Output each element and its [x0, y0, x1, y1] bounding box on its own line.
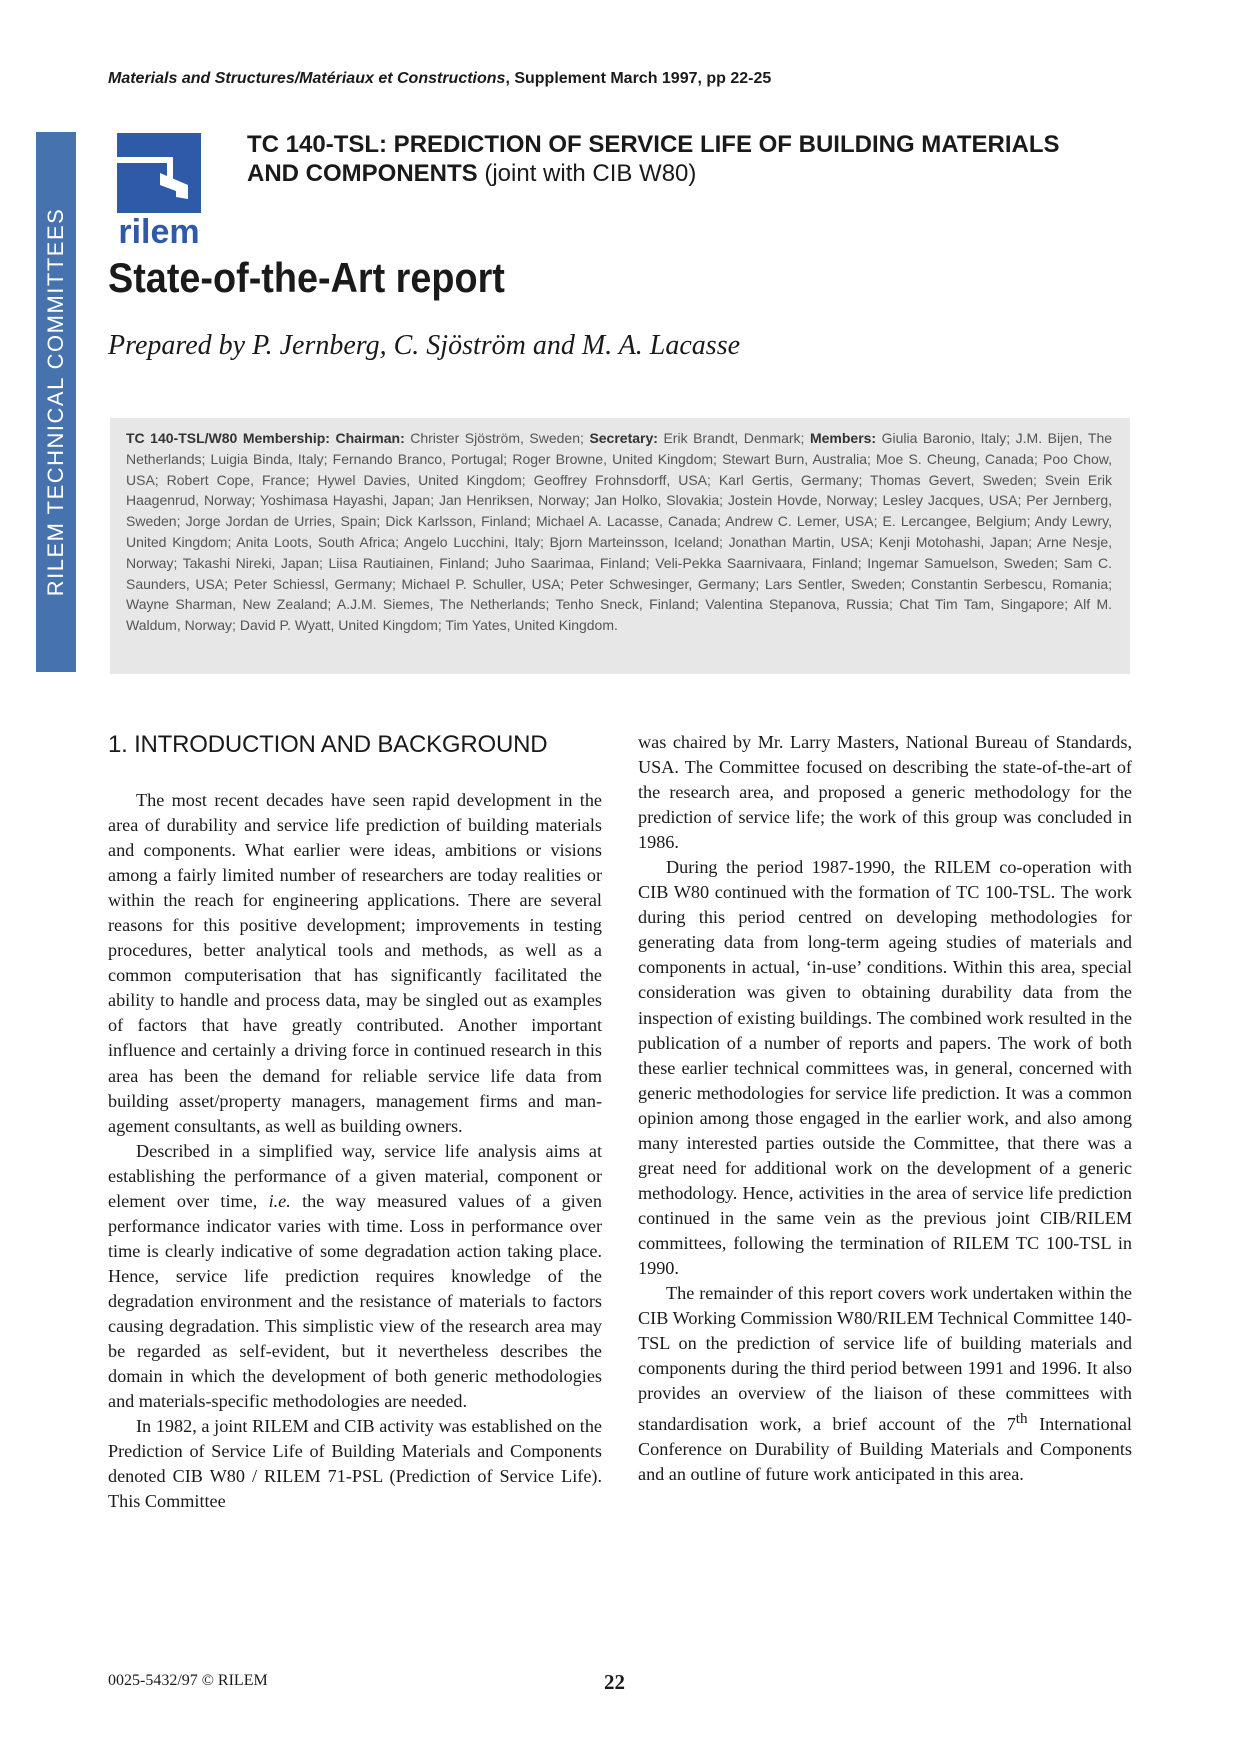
left-column	[108, 730, 602, 1514]
rilem-logo	[116, 133, 202, 245]
chairman-name: Christer Sjöström, Sweden;	[404, 430, 584, 446]
membership-box	[110, 418, 1130, 674]
paragraph: was chaired by Mr. Larry Masters, National Bureau of Standards, USA. The Committee focused on describing the state-of-the-art of the research area, and proposed a generic methodology for the prediction of service life; the work of this group was concluded in 1986.	[638, 732, 1132, 853]
journal-header	[108, 70, 1008, 88]
section-heading: 1. INTRODUCTION AND BACKGROUND	[108, 731, 548, 758]
side-banner-text: RILEM TECHNICAL COMMITTEES	[43, 207, 68, 597]
paragraph	[108, 1139, 602, 1415]
journal-title: Materials and Structures/Matériaux et Constructions	[108, 70, 506, 87]
text-run: Described in a simplified way, service life analysis aims at establishing the performance of a given material, component or element over time,	[108, 1140, 602, 1211]
logo-wordmark: rilem	[118, 213, 200, 245]
text-run: The remainder of this report covers work undertaken within the CIB Working Commission W80/RILEM Technical Committee 140-TSL on the prediction of service life of building materials and components during the third period between 1991 and 1996. It also provides an overview of the liaison of these committees with standardisation work, a brief account of the 7	[638, 1283, 1132, 1435]
logo-stripe	[117, 157, 173, 163]
right-column	[638, 730, 1132, 1487]
chairman-label: Chairman:	[335, 430, 405, 446]
paragraph: During the period 1987-1990, the RILEM co-operation with CIB W80 continued with the formation of TC 100-TSL. The work during this period centred on developing methodologies for generating data from long-term ageing studies of materials and components in actual, ‘in-use’ conditions. Within this area, special consideration was given to obtaining durability data from the inspection of existing buildings. The combined work resulted in the publication of a number of reports and papers. The work of both these earlier technical committees was, in general, concerned with generic methodologies for service life prediction. It was a common opinion among those engaged in the earlier work, and also among many interested parties outside the Committee, that there was a great need for additional work on the development of a generic methodology. Hence, activities in the area of service life prediction continued in the same vein as the previous joint CIB/RILEM committees, following the termination of RILEM TC 100-TSL in 1990.	[638, 857, 1132, 1278]
report-title: State-of-the-Art report	[108, 254, 505, 301]
text-run: the way measured values of a given performance indicator varies with time. Loss in performance over time is clearly indicative of some degradation action taking place. Hence, service life prediction requires knowledge of the degradation environment and the resistance of materials to factors causing degradation. This simplistic view of the research area may be regarded as self-evident, but it nevertheless describes the domain in which the development of both generic methodologies and materials-specific methodologies are needed.	[108, 1190, 602, 1412]
tc-title	[247, 130, 1107, 188]
tc-title-joint: (joint with CIB W80)	[477, 160, 697, 187]
side-banner	[36, 132, 76, 672]
footer-issn: 0025-5432/97 © RILEM	[108, 1672, 268, 1689]
members-label: Members:	[809, 430, 877, 446]
journal-issue: , Supplement March 1997, pp 22-25	[505, 70, 772, 87]
tc-title-main: TC 140-TSL: PREDICTION OF SERVICE LIFE OF BUILDING MATERIALS AND COMPONENTS	[247, 131, 1060, 187]
logo-block	[117, 133, 201, 213]
secretary-label: Secretary:	[589, 430, 658, 446]
text-run: International Conference on Durability of Building Materials and Components and an outline of future work anticipated in this area.	[638, 1414, 1132, 1485]
secretary-name: Erik Brandt, Denmark;	[657, 430, 805, 446]
superscript: th	[1015, 1410, 1028, 1428]
authors-line: Prepared by P. Jernberg, C. Sjöström and M. A. Lacasse	[108, 330, 741, 361]
members-list: Giulia Baronio, Italy; J.M. Bijen, The Netherlands; Luigia Binda, Italy; Fernando Branco, Portugal; Roger Browne, United Kingdom; Stewart Burn, Australia; Moe S. Cheung, Canada; Poo Chow, USA; Robert Cope, France; Hywel Davies, United Kingdom; Geoffrey Frohnsdorff, USA; Karl Gertis, Germany; Thomas Gevert, Sweden; Svein Erik Haagenrud, Norway; Yoshimasa Hayashi, Japan; Jan Henriksen, Norway; Jan Holko, Slovakia; Jostein Hovde, Norway; Lesley Jacques, USA; Per Jernberg, Sweden; Jorge Jordan de Urries, Spain; Dick Karlsson, Finland; Michael A. Lacasse, Canada; Andrew C. Lemer, USA; E. Lercangee, Belgium; Andy Lewry, United Kingdom; Anita Loots, South Africa; Angelo Lucchini, Italy; Bjorn Marteinsson, Iceland; Jonathan Martin, USA; Kenji Motohashi, Japan; Arne Nesje, Norway; Takashi Nireki, Japan; Liisa Rautiainen, Finland; Juho Saarimaa, Finland; Veli-Pekka Saarnivaara, Finland; Ingemar Samuelson, Sweden; Sam C. Saunders, USA; Peter Schiessl, Germany; Michael P. Schuller, USA; Peter Schwesinger, Germany; Lars Sentler, Sweden; Constantin Serbescu, Romania; Wayne Sharman, New Zealand; A.J.M. Siemes, The Netherlands; Tenho Sneck, Finland; Valentina Stepanova, Russia; Chat Tim Tam, Singapore; Alf M. Waldum, Norway; David P. Wyatt, United Kingdom; Tim Yates, United Kingdom.	[126, 430, 1113, 634]
page-number: 22	[604, 1670, 625, 1694]
text-run-italic: i.e.	[268, 1190, 291, 1211]
paragraph: The most recent decades have seen rapid development in the area of durability and service life prediction of building materials and components. What earlier were ideas, ambitions or visions among a fairly limited number of researchers are today realities or within the reach for engineering applications. There are several reasons for this positive development; improvements in testing procedures, better analytical tools and methods, as well as a common computerisation that has significantly facilitated the ability to handle and process data, may be singled out as examples of factors that have greatly contributed. Another important influence and certainly a driving force in continued research in this area has been the demand for reliable service life data from building asset/property managers, management firms and management consultants, as well as building owners.	[108, 790, 602, 1136]
membership-label: TC 140-TSL/W80 Membership:	[126, 430, 330, 446]
paragraph	[638, 1281, 1132, 1487]
paragraph: In 1982, a joint RILEM and CIB activity was established on the Prediction of Service Life of Building Materials and Components denoted CIB W80 / RILEM 71-PSL (Prediction of Service Life). This Committee	[108, 1416, 602, 1512]
